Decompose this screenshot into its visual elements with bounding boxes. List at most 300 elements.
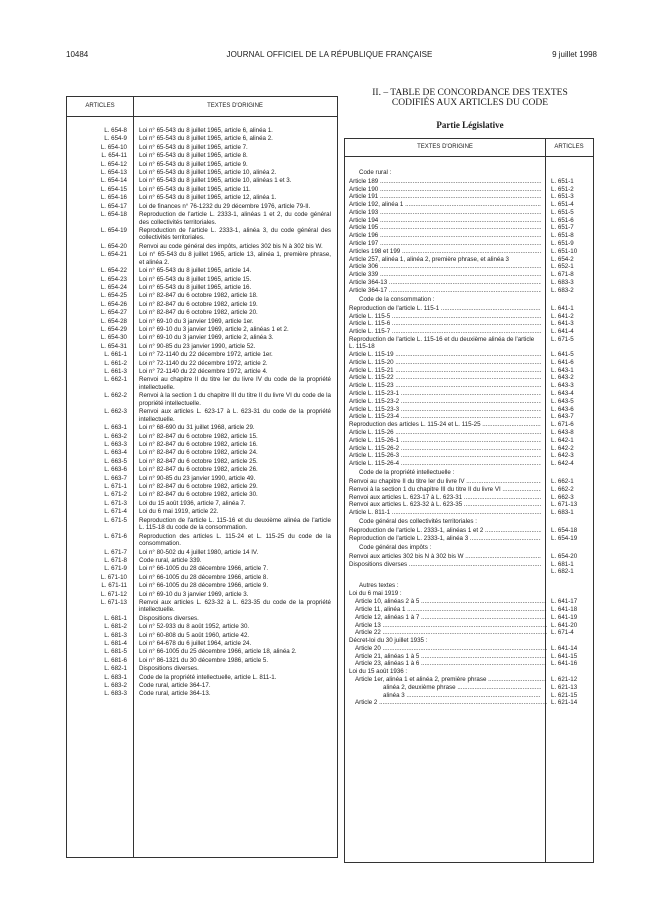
table-row xyxy=(67,392,337,407)
table-row xyxy=(67,565,337,573)
article-code: L. 662-1 xyxy=(104,376,127,384)
origin-text: Loi n° 60-808 du 5 août 1960, article 42. xyxy=(139,631,250,639)
article-code: L. 654-11 xyxy=(101,152,127,160)
origin-text: Loi n° 86-1321 du 30 décembre 1986, article 5. xyxy=(139,656,269,664)
table-row xyxy=(67,376,337,391)
origin-text: Loi n° 65-543 du 8 juillet 1965, article 7. xyxy=(139,143,248,151)
code-heading: Code de la propriété intellectuelle : xyxy=(359,469,455,477)
table-row xyxy=(345,390,593,397)
table-row xyxy=(345,614,593,621)
origin-text: alinéa 2, deuxième phrase ..... xyxy=(383,684,541,691)
table-row xyxy=(67,648,337,656)
left-table-header xyxy=(67,97,337,117)
article-code: L. 654-30 xyxy=(100,334,127,342)
table-row xyxy=(345,256,593,263)
table-row xyxy=(345,382,593,389)
origin-text: Loi n° 82-847 du 6 octobre 1982, article 25. xyxy=(139,457,258,465)
origin-text: Article 364-17 ..... xyxy=(349,287,541,294)
origin-text: Article L. 115-26-3 ..... xyxy=(349,452,541,459)
origin-text: Loi du 15 août 1936 : xyxy=(349,668,408,676)
article-code: L. 683-1 xyxy=(551,509,574,517)
table-row xyxy=(345,193,593,200)
article-code: L. 651-10 xyxy=(551,247,578,255)
table-row xyxy=(345,336,593,350)
article-code: L. 663-1 xyxy=(104,424,127,432)
table-row xyxy=(67,458,337,466)
origin-text: Renvoi aux articles 302 bis N à 302 bis W ..... xyxy=(349,553,541,560)
origin-text: Loi n° 82-847 du 6 octobre 1982, article 16. xyxy=(139,441,258,449)
origin-text: Loi de finances n° 76-1232 du 29 décembre 1976, article 79-II. xyxy=(139,202,311,210)
table-row xyxy=(345,478,593,485)
origin-text: Article L. 115-22 ..... xyxy=(349,374,541,381)
article-code: L. 654-26 xyxy=(100,300,127,308)
article-code: L. 654-2 xyxy=(551,255,574,263)
table-row xyxy=(345,598,593,605)
origin-text: Article 23, alinéas 1 à 6 ..... xyxy=(355,660,547,667)
origin-text: Article L. 115-21 ..... xyxy=(349,367,541,374)
article-code: L. 681-1 xyxy=(551,560,574,568)
article-code: L. 663-7 xyxy=(104,474,127,482)
section-title xyxy=(340,88,600,108)
origin-text: Reproduction des articles L. 115-24 et L. 115-25 ..... xyxy=(349,421,541,428)
article-code: L. 641-5 xyxy=(551,350,574,358)
origin-text: Article 306 ..... xyxy=(349,263,541,270)
table-row xyxy=(345,313,593,320)
origin-text: Article 197 ..... xyxy=(349,240,541,247)
origin-text: Loi n° 69-10 du 3 janvier 1969, article 1er. xyxy=(139,317,254,325)
table-row xyxy=(345,653,593,660)
article-code: L. 654-20 xyxy=(100,242,127,250)
origin-text: Loi n° 65-543 du 8 juillet 1965, article 15. xyxy=(139,275,252,283)
article-code: L. 621-14 xyxy=(551,699,578,707)
article-code: L. 671-11 xyxy=(101,582,127,590)
origin-text: Loi n° 82-847 du 6 octobre 1982, article 18. xyxy=(139,292,258,300)
article-code: L. 641-19 xyxy=(551,613,578,621)
article-code: L. 654-12 xyxy=(100,160,127,168)
article-code: L. 662-3 xyxy=(104,408,127,416)
origin-text: Renvoi aux articles L. 623-17 à L. 623-31 du code de la propriété intellectuelle. xyxy=(139,408,331,423)
table-row xyxy=(67,211,337,226)
article-code: L. 651-3 xyxy=(551,193,574,201)
origin-text: Loi n° 65-543 du 8 juillet 1965, article 8. xyxy=(139,152,248,160)
article-code: L. 661-1 xyxy=(104,351,127,359)
origin-text: Renvoi au code général des impôts, articles 302 bis N à 302 bis W. xyxy=(139,242,323,250)
article-code: L. 671-9 xyxy=(104,565,127,573)
article-code: L. 654-14 xyxy=(100,177,127,185)
table-row xyxy=(67,169,337,177)
table-row xyxy=(67,203,337,211)
table-row xyxy=(67,449,337,457)
table-row xyxy=(345,359,593,366)
origin-text: Article 12, alinéas 1 à 7 ..... xyxy=(355,614,547,621)
article-code: L. 654-19 xyxy=(551,534,578,542)
origin-text: Article L. 115-23 ..... xyxy=(349,382,541,389)
article-code: L. 681-2 xyxy=(104,623,127,631)
origin-text: Article 364-13 ..... xyxy=(349,279,541,286)
origin-text: Article 192, alinéa 1 ..... xyxy=(349,201,541,208)
origin-text: Loi n° 52-933 du 8 août 1952, article 30. xyxy=(139,623,250,631)
table-row xyxy=(67,343,337,351)
table-row xyxy=(67,267,337,275)
table-row xyxy=(67,135,337,143)
origin-text: Renvoi au chapitre II du titre Ier du livre IV du code de la propriété intellectuelle. xyxy=(139,376,331,391)
table-row xyxy=(345,445,593,452)
origin-text xyxy=(349,568,541,575)
origin-text: Loi n° 72-1140 du 22 décembre 1972, article 1er. xyxy=(139,351,273,359)
table-row xyxy=(67,251,337,266)
table-row xyxy=(345,367,593,374)
origin-text: Article 195 ..... xyxy=(349,224,541,231)
table-row xyxy=(345,209,593,216)
origin-text: Loi n° 65-543 du 8 juillet 1965, article 10, alinéa 2. xyxy=(139,168,277,176)
article-code: L. 671-8 xyxy=(551,271,574,279)
table-row xyxy=(345,452,593,459)
table-row xyxy=(67,591,337,599)
origin-text: Loi n° 66-1005 du 28 décembre 1966, article 8. xyxy=(139,573,269,581)
origin-text: Article L. 115-23-4 ..... xyxy=(349,413,541,420)
article-code: L. 681-1 xyxy=(104,614,127,622)
article-code: L. 654-8 xyxy=(104,127,127,134)
origin-text: Reproduction de l'article L. 115-16 et du deuxième alinéa de l'article L. 115-18 du code de la consommation. xyxy=(139,516,331,532)
table-row xyxy=(67,640,337,648)
table-row xyxy=(345,232,593,239)
article-code: L. 651-1 xyxy=(551,177,574,185)
origin-text: Article L. 115-6 ..... xyxy=(349,320,541,327)
origin-text: Loi n° 82-847 du 6 octobre 1982, article 30. xyxy=(139,491,258,499)
table-row xyxy=(345,676,593,683)
origin-text: Article L. 115-23-3 ..... xyxy=(349,406,541,413)
article-code: L. 621-15 xyxy=(551,691,578,699)
article-code: L. 642-3 xyxy=(551,452,574,460)
table-row xyxy=(345,413,593,420)
table-row xyxy=(345,527,593,534)
article-code: L. 621-13 xyxy=(551,683,578,691)
code-heading: Code général des impôts : xyxy=(359,544,432,552)
left-concordance-table xyxy=(66,96,338,858)
table-row xyxy=(345,374,593,381)
table-row xyxy=(345,186,593,193)
article-code: L. 654-15 xyxy=(100,185,127,193)
article-code: L. 641-15 xyxy=(551,652,578,660)
table-row xyxy=(67,292,337,300)
table-row xyxy=(345,248,593,255)
article-code: L. 654-16 xyxy=(100,194,127,202)
article-code: L. 654-18 xyxy=(551,527,578,535)
article-code: L. 661-2 xyxy=(104,359,127,367)
table-row xyxy=(67,500,337,508)
table-row xyxy=(345,645,593,652)
article-code: L. 681-4 xyxy=(104,640,127,648)
table-row xyxy=(345,660,593,667)
origin-text: Dispositions diverses ..... xyxy=(349,561,541,568)
article-code: L. 671-3 xyxy=(104,499,127,507)
article-code: L. 662-3 xyxy=(551,493,574,501)
article-code: L. 654-21 xyxy=(100,251,127,259)
article-code: L. 621-12 xyxy=(551,676,578,684)
origin-text: Renvoi au chapitre II du titre Ier du livre IV ..... xyxy=(349,478,541,485)
table-row xyxy=(67,433,337,441)
origin-text: Article 190 ..... xyxy=(349,186,541,193)
origin-text: Article 194 ..... xyxy=(349,217,541,224)
article-code: L. 654-20 xyxy=(551,552,578,560)
table-row xyxy=(345,460,593,467)
origin-text: Loi du 15 août 1936, article 7, alinéa 7. xyxy=(139,499,246,507)
article-code: L. 651-6 xyxy=(551,216,574,224)
origin-text: Article 1er, alinéa 1 et alinéa 2, première phrase ..... xyxy=(355,676,547,683)
article-code: L. 641-16 xyxy=(551,660,578,668)
table-row xyxy=(345,561,593,568)
table-row xyxy=(345,684,593,691)
article-code: L. 681-5 xyxy=(104,648,127,656)
table-row xyxy=(345,429,593,436)
article-code: L. 683-3 xyxy=(104,690,127,698)
origin-text: Reproduction des articles L. 115-24 et L. 115-25 du code de la consommation. xyxy=(139,532,331,548)
table-row xyxy=(67,424,337,432)
table-row xyxy=(345,320,593,327)
origin-text: Article 20 ..... xyxy=(355,645,547,652)
article-code: L. 681-3 xyxy=(104,631,127,639)
origin-text: Loi n° 65-543 du 8 juillet 1965, article 6, alinéa 1. xyxy=(139,127,273,134)
journal-title: JOURNAL OFFICIEL DE LA RÉPUBLIQUE FRANÇAISE xyxy=(226,50,433,59)
code-heading: Code rural : xyxy=(359,169,392,176)
origin-text: Loi n° 65-543 du 8 juillet 1965, article 10, alinéas 1 et 3. xyxy=(139,177,292,185)
origin-text: Loi n° 72-1140 du 22 décembre 1972, article 4. xyxy=(139,367,268,375)
table-row xyxy=(345,606,593,613)
origin-text: Renvoi à la section 1 du chapitre III du titre II du livre VI du code de la propriété intellectuelle. xyxy=(139,392,331,407)
section-heading-row xyxy=(345,469,593,476)
origin-text: alinéa 3 ..... xyxy=(383,692,541,699)
origin-text: Loi n° 90-85 du 23 janvier 1990, article 49. xyxy=(139,474,256,482)
table-row xyxy=(345,240,593,247)
table-row xyxy=(345,622,593,629)
table-row xyxy=(345,699,593,706)
article-code: L. 682-1 xyxy=(551,568,574,576)
table-row xyxy=(67,549,337,557)
table-row xyxy=(67,517,337,532)
table-row xyxy=(67,582,337,590)
origin-text: Dispositions diverses. xyxy=(139,665,199,673)
table-row xyxy=(67,152,337,160)
origin-text: Articles 198 et 199 ..... xyxy=(349,248,541,255)
table-row xyxy=(345,263,593,270)
table-row xyxy=(345,305,593,312)
origin-text: Article L. 115-26-4 ..... xyxy=(349,460,541,467)
article-code: L. 671-13 xyxy=(551,501,578,509)
origin-text: Article 193 ..... xyxy=(349,209,541,216)
table-row xyxy=(345,437,593,444)
article-code: L. 642-2 xyxy=(551,444,574,452)
origin-text: Décret-loi du 30 juillet 1935 : xyxy=(349,637,428,645)
col-articles-label: ARTICLES xyxy=(554,144,584,150)
origin-text: Article 11, alinéa 1 ..... xyxy=(355,606,547,613)
table-row xyxy=(345,590,593,597)
table-row xyxy=(67,194,337,202)
origin-text: Article 21, alinéas 1 à 5 ..... xyxy=(355,653,547,660)
origin-text: Article 10, alinéas 2 à 5 ..... xyxy=(355,598,547,605)
section-title-line-1: II. – TABLE DE CONCORDANCE DES TEXTES xyxy=(372,88,568,98)
origin-text: Article L. 811-1 ..... xyxy=(349,509,541,516)
origin-text: Article 339 ..... xyxy=(349,271,541,278)
origin-text: Loi n° 82-847 du 6 octobre 1982, article 24. xyxy=(139,449,258,457)
origin-text: Loi n° 68-690 du 31 juillet 1968, article 29. xyxy=(139,424,255,432)
origin-text: Loi n° 65-543 du 8 juillet 1965, article 9. xyxy=(139,160,248,168)
article-code: L. 641-1 xyxy=(551,304,574,312)
origin-text: Loi n° 65-543 du 8 juillet 1965, article 14. xyxy=(139,267,252,275)
article-code: L. 683-1 xyxy=(104,673,127,681)
article-code: L. 654-24 xyxy=(100,284,127,292)
table-row xyxy=(345,328,593,335)
table-row xyxy=(67,161,337,169)
article-code: L. 641-2 xyxy=(551,312,574,320)
section-heading-row xyxy=(345,169,593,176)
article-code: L. 643-6 xyxy=(551,405,574,413)
origin-text: Code rural, article 364-13. xyxy=(139,690,211,698)
table-row xyxy=(67,360,337,368)
table-row xyxy=(345,271,593,278)
origin-text: Reproduction de l'article L. 2333-1, alinéa 3, du code général des collectivités territoriales. xyxy=(139,226,331,242)
origin-text: Renvoi aux articles L. 623-32 à L. 623-35 du code de la propriété intellectuelle. xyxy=(139,598,331,614)
table-row xyxy=(67,334,337,342)
table-row xyxy=(345,178,593,185)
table-row xyxy=(345,398,593,405)
section-heading-row xyxy=(345,296,593,303)
table-row xyxy=(345,692,593,699)
origin-text: Loi n° 69-10 du 3 janvier 1969, article 2, alinéas 1 et 2. xyxy=(139,325,289,333)
article-code: L. 643-1 xyxy=(551,366,574,374)
article-code: L. 671-10 xyxy=(100,573,127,581)
table-row xyxy=(345,509,593,516)
article-code: L. 663-3 xyxy=(104,441,127,449)
origin-text: Loi n° 66-1005 du 25 décembre 1966, article 18, alinéa 2. xyxy=(139,648,297,656)
code-heading: Code de la consommation : xyxy=(359,296,435,304)
article-code: L. 663-4 xyxy=(104,449,127,457)
article-code: L. 641-14 xyxy=(551,644,578,652)
article-code: L. 643-5 xyxy=(551,397,574,405)
article-code: L. 662-2 xyxy=(551,485,574,493)
origin-text: Article L. 115-26-2 ..... xyxy=(349,445,541,452)
article-code: L. 651-5 xyxy=(551,208,574,216)
article-code: L. 654-22 xyxy=(100,267,127,275)
table-row xyxy=(345,553,593,560)
origin-text: Article 22 ..... xyxy=(355,629,547,636)
article-code: L. 641-4 xyxy=(551,328,574,336)
origin-text: Article L. 115-23-1 ..... xyxy=(349,390,541,397)
table-row xyxy=(67,508,337,516)
origin-text: Article L. 115-20 ..... xyxy=(349,359,541,366)
origin-text: Article L. 115-19 ..... xyxy=(349,351,541,358)
origin-text: Renvoi aux articles L. 623-17 à L. 623-31 ..... xyxy=(349,494,541,501)
article-code: L. 651-8 xyxy=(551,232,574,240)
article-code: L. 683-3 xyxy=(551,279,574,287)
article-code: L. 643-3 xyxy=(551,382,574,390)
issue-date: 9 juillet 1998 xyxy=(552,50,597,59)
article-code: L. 651-4 xyxy=(551,201,574,209)
origin-text: Article L. 115-23-2 ..... xyxy=(349,398,541,405)
origin-text: Code de la propriété intellectuelle, article L. 811-1. xyxy=(139,673,277,681)
origin-text: Loi n° 65-543 du 8 juillet 1965, article 16. xyxy=(139,284,252,292)
origin-text: Article 257, alinéa 1, alinéa 2, première phrase, et alinéa 3 xyxy=(349,255,509,263)
article-code: L. 671-5 xyxy=(104,516,127,524)
table-row xyxy=(345,351,593,358)
article-code: L. 683-2 xyxy=(551,286,574,294)
article-code: L. 671-2 xyxy=(104,491,127,499)
table-row xyxy=(67,186,337,194)
page-number: 10484 xyxy=(66,50,89,59)
article-code: L. 651-2 xyxy=(551,185,574,193)
article-code: L. 663-2 xyxy=(104,432,127,440)
table-row xyxy=(67,144,337,152)
table-row xyxy=(67,491,337,499)
table-row xyxy=(67,227,337,242)
article-code: L. 643-2 xyxy=(551,374,574,382)
article-code: L. 641-20 xyxy=(551,621,578,629)
origin-text: Code rural, article 364-17. xyxy=(139,682,211,689)
table-row xyxy=(67,665,337,673)
origin-text: Loi du 6 mai 1919, article 22. xyxy=(139,508,219,516)
table-row xyxy=(67,475,337,483)
origin-text: Loi n° 66-1005 du 28 décembre 1966, article 7. xyxy=(139,565,269,573)
article-code: L. 671-1 xyxy=(104,483,127,491)
article-code: L. 642-1 xyxy=(551,436,574,444)
article-code: L. 641-6 xyxy=(551,358,574,366)
origin-text: Loi n° 82-847 du 6 octobre 1982, article 20. xyxy=(139,309,258,317)
table-row xyxy=(67,615,337,623)
origin-text: Article L. 115-5 ..... xyxy=(349,313,541,320)
article-code: L. 671-8 xyxy=(104,556,127,564)
article-code: L. 681-6 xyxy=(104,656,127,664)
origin-text: Loi n° 64-678 du 6 juillet 1964, article 24. xyxy=(139,640,252,648)
article-code: L. 671-4 xyxy=(104,508,127,516)
table-row xyxy=(67,368,337,376)
origin-text: Loi n° 65-543 du 8 juillet 1965, article 13, alinéa 1, première phrase, et alinéa 2. xyxy=(139,251,331,266)
article-code: L. 643-8 xyxy=(551,428,574,436)
origin-text: Renvoi aux articles L. 623-32 à L. 623-35 ..... xyxy=(349,501,541,508)
table-row xyxy=(67,574,337,582)
origin-text: Loi n° 82-847 du 6 octobre 1982, article 26. xyxy=(139,466,258,474)
origin-text: Article 13 ..... xyxy=(355,622,547,629)
section-title-line-2: CODIFIÉS AUX ARTICLES DU CODE xyxy=(391,98,549,108)
article-code: L. 641-18 xyxy=(551,605,578,613)
article-code: L. 643-4 xyxy=(551,389,574,397)
col-textes-label: TEXTES D'ORIGINE xyxy=(417,144,473,150)
table-row xyxy=(345,201,593,208)
table-row xyxy=(345,406,593,413)
left-table-body xyxy=(67,127,337,699)
table-row xyxy=(67,177,337,185)
origin-text: Loi n° 66-1005 du 28 décembre 1966, article 9. xyxy=(139,582,269,590)
section-subtitle: Partie Législative xyxy=(436,120,504,130)
article-code: L. 651-9 xyxy=(551,240,574,248)
code-heading: Code général des collectivités territoriales : xyxy=(359,518,477,526)
article-code: L. 654-13 xyxy=(100,168,127,176)
origin-text: Reproduction de l'article L. 115-1 ..... xyxy=(349,305,541,312)
article-code: L. 651-7 xyxy=(551,224,574,232)
table-row xyxy=(67,657,337,665)
right-table-body xyxy=(345,167,593,707)
article-code: L. 661-3 xyxy=(104,367,127,375)
table-row xyxy=(67,483,337,491)
article-code: L. 654-10 xyxy=(100,143,127,151)
article-code: L. 654-19 xyxy=(100,226,127,234)
article-code: L. 682-1 xyxy=(104,665,127,673)
origin-text: Loi du 6 mai 1919 : xyxy=(349,590,402,598)
article-code: L. 642-4 xyxy=(551,460,574,468)
table-row xyxy=(67,690,337,698)
table-row xyxy=(345,287,593,294)
article-code: L. 654-29 xyxy=(100,325,127,333)
table-row xyxy=(345,421,593,428)
table-row xyxy=(345,217,593,224)
